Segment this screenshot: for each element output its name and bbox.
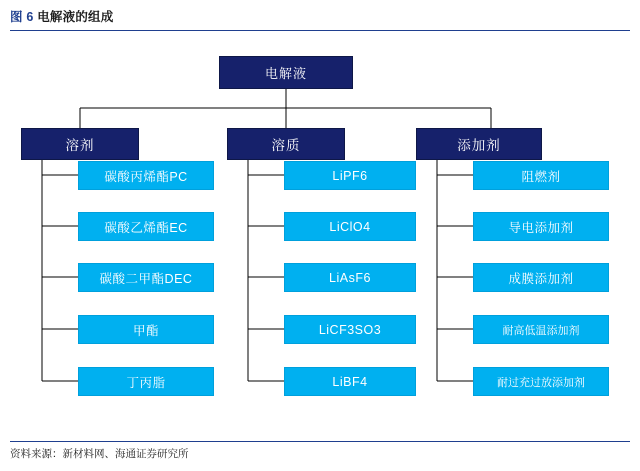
node-label: 导电添加剂: [508, 220, 574, 235]
diagram-leaf-additive-4[interactable]: [473, 315, 609, 344]
node-label: 耐过充过放添加剂: [497, 376, 585, 389]
diagram-leaf-additive-3[interactable]: [473, 263, 609, 292]
diagram-leaf-solute-1[interactable]: [284, 161, 416, 190]
node-label: 碳酸二甲酯DEC: [99, 271, 193, 286]
node-label: LiPF6: [332, 168, 368, 183]
node-label: LiBF4: [332, 374, 368, 389]
node-label: 耐高低温添加剂: [502, 324, 580, 337]
node-label: LiClO4: [329, 219, 371, 234]
node-label: LiAsF6: [329, 270, 371, 285]
diagram-leaf-solute-4[interactable]: [284, 315, 416, 344]
node-label: 溶质: [271, 138, 301, 153]
node-label: 碳酸丙烯酯PC: [104, 169, 188, 184]
node-label: 甲酯: [132, 323, 159, 338]
node-label: 阻燃剂: [521, 169, 561, 184]
diagram-leaf-solvent-3[interactable]: [78, 263, 214, 292]
figure-number: 图 6: [10, 10, 34, 24]
node-label: LiCF3SO3: [318, 322, 382, 337]
diagram-leaf-additive-1[interactable]: [473, 161, 609, 190]
figure-title-text: 电解液的组成: [37, 10, 114, 24]
node-label: 碳酸乙烯酯EC: [104, 220, 188, 235]
diagram-leaf-solute-5[interactable]: [284, 367, 416, 396]
diagram-leaf-solute-2[interactable]: [284, 212, 416, 241]
node-label: 添加剂: [457, 138, 501, 153]
diagram-leaf-solvent-4[interactable]: [78, 315, 214, 344]
diagram-node-root[interactable]: [219, 56, 353, 89]
node-label: 成膜添加剂: [508, 271, 574, 286]
diagram-leaf-solvent-2[interactable]: [78, 212, 214, 241]
figure-header: [10, 8, 630, 32]
diagram-leaf-additive-5[interactable]: [473, 367, 609, 396]
diagram-leaf-solute-3[interactable]: [284, 263, 416, 292]
footer-divider: [10, 441, 630, 442]
diagram-branch-solute[interactable]: [227, 128, 345, 160]
node-label: 电解液: [264, 66, 307, 81]
diagram-branch-solvent[interactable]: [21, 128, 139, 160]
diagram-branch-additive[interactable]: [416, 128, 542, 160]
diagram-leaf-additive-2[interactable]: [473, 212, 609, 241]
node-label: 丁丙脂: [126, 375, 166, 390]
org-diagram: [0, 32, 640, 440]
source-note: 资料来源：新材料网、海通证券研究所: [10, 448, 189, 460]
header-divider: [10, 30, 630, 31]
diagram-leaf-solvent-1[interactable]: [78, 161, 214, 190]
page-title: [10, 8, 630, 26]
node-label: 溶剂: [65, 138, 95, 153]
diagram-leaf-solvent-5[interactable]: [78, 367, 214, 396]
